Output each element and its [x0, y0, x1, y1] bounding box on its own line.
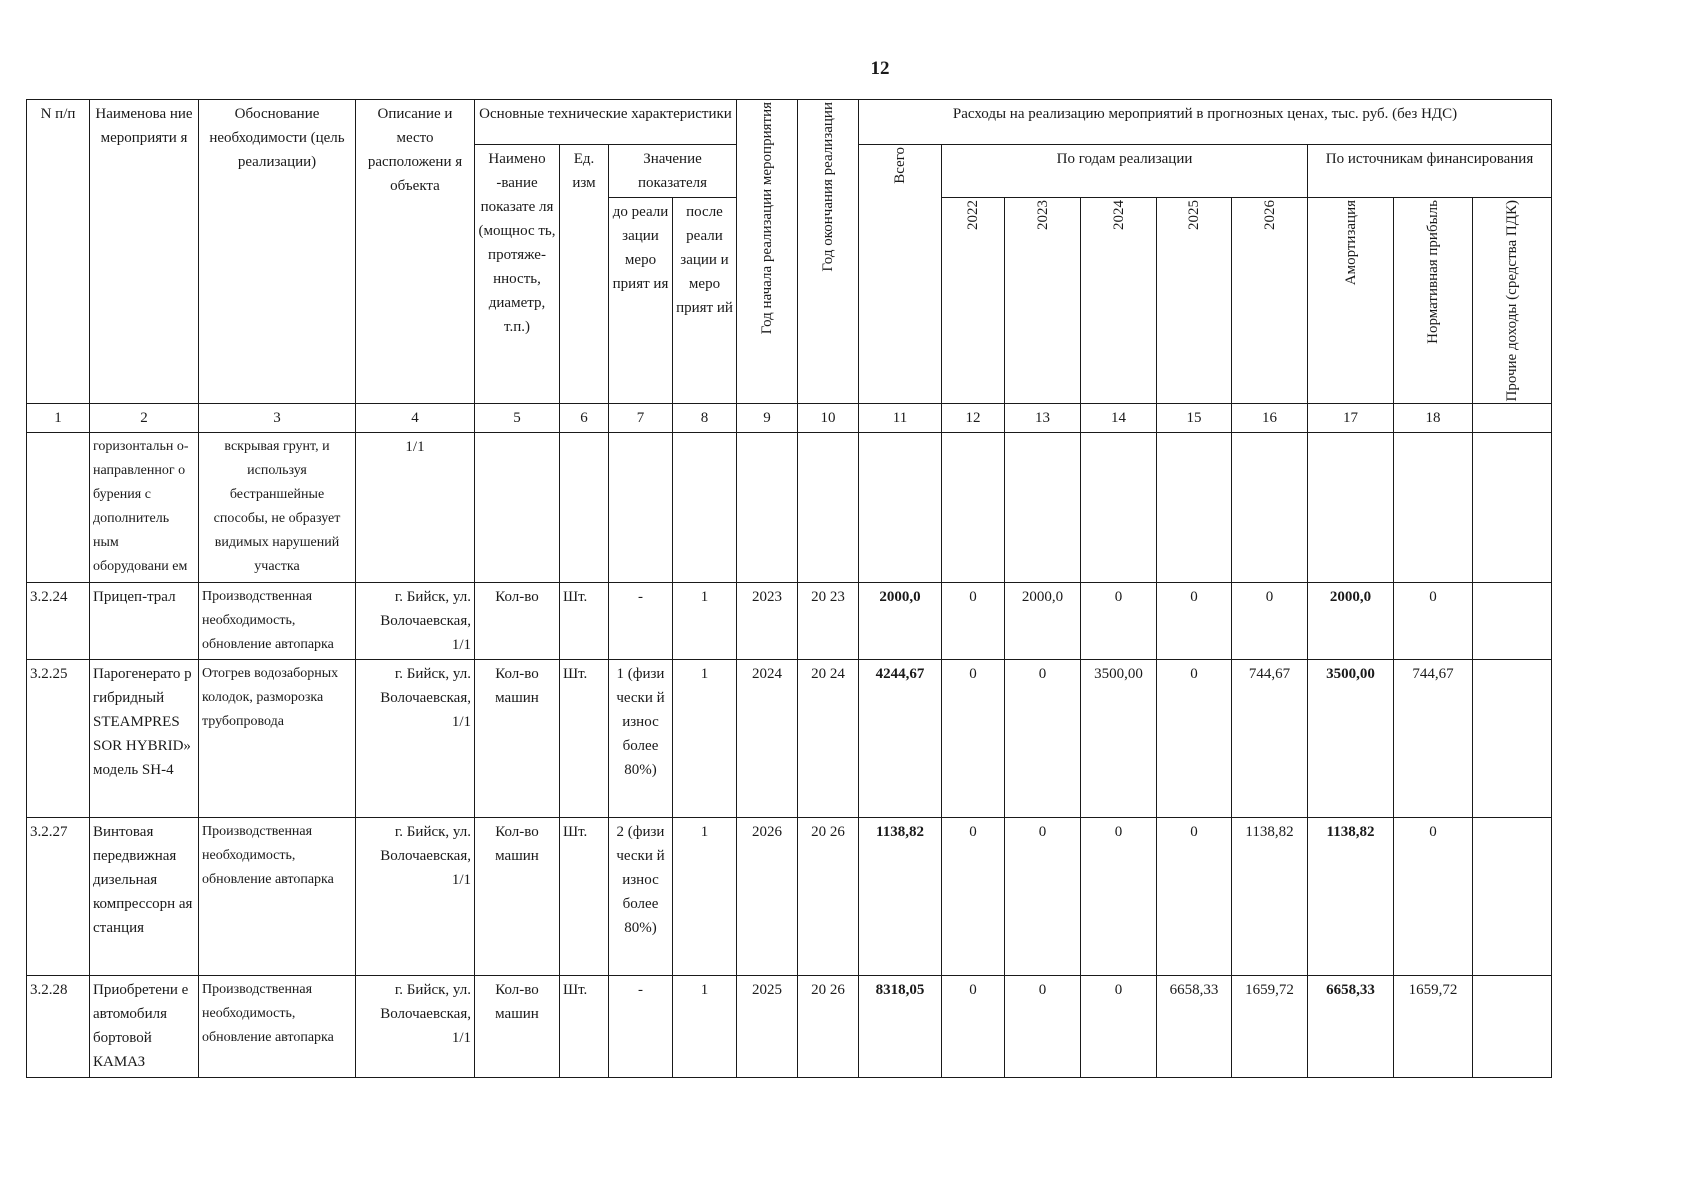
table-row — [27, 818, 1552, 976]
continuation-location: 1/1 — [356, 433, 475, 583]
header-source-other: Прочие доходы (средства ПДК) — [1473, 198, 1552, 404]
table-row — [27, 976, 1552, 1078]
row-other — [1473, 660, 1552, 818]
row-name: Винтовая передвижная дизельная компрессорн ая станция — [90, 818, 199, 976]
row-y2022: 0 — [942, 976, 1005, 1078]
row-amortization: 2000,0 — [1308, 583, 1394, 660]
row-year-end: 20 23 — [798, 583, 859, 660]
column-number: 13 — [1005, 404, 1081, 433]
row-amortization: 3500,00 — [1308, 660, 1394, 818]
header-reason: Обоснование необходимости (цель реализации) — [199, 100, 356, 404]
header-value-after: после реали зации и меро прият ий — [673, 198, 737, 404]
row-reason: Производственная необходимость, обновление автопарка — [199, 583, 356, 660]
row-value-before: - — [609, 583, 673, 660]
header-value-before: до реали зации меро прият ия — [609, 198, 673, 404]
row-year-end: 20 26 — [798, 976, 859, 1078]
column-number: 5 — [475, 404, 560, 433]
row-reason: Отогрев водозаборных колодок, разморозка трубопровода — [199, 660, 356, 818]
row-value-after: 1 — [673, 583, 737, 660]
column-number: 15 — [1157, 404, 1232, 433]
row-location: г. Бийск, ул. Волочаевская, 1/1 — [356, 976, 475, 1078]
row-y2025: 0 — [1157, 818, 1232, 976]
row-number: 3.2.25 — [27, 660, 90, 818]
row-y2024: 3500,00 — [1081, 660, 1157, 818]
row-unit: Шт. — [560, 976, 609, 1078]
column-number: 16 — [1232, 404, 1308, 433]
row-y2022: 0 — [942, 818, 1005, 976]
row-profit: 0 — [1394, 818, 1473, 976]
row-y2025: 6658,33 — [1157, 976, 1232, 1078]
row-name: Парогенерато р гибридный STEAMPRES SOR HYBRID» модель SH-4 — [90, 660, 199, 818]
column-number: 3 — [199, 404, 356, 433]
column-number: 1 — [27, 404, 90, 433]
row-location: г. Бийск, ул. Волочаевская, 1/1 — [356, 583, 475, 660]
column-number-row — [27, 404, 1552, 433]
column-number: 18 — [1394, 404, 1473, 433]
header-total: Всего — [859, 145, 942, 404]
continuation-row — [27, 433, 1552, 583]
header-tech-group: Основные технические характеристики — [475, 100, 737, 145]
header-n: N п/п — [27, 100, 90, 404]
row-total: 2000,0 — [859, 583, 942, 660]
row-value-before: 1 (физи чески й износ более 80%) — [609, 660, 673, 818]
column-number: 4 — [356, 404, 475, 433]
header-source-amortization: Амортизация — [1308, 198, 1394, 404]
row-y2024: 0 — [1081, 976, 1157, 1078]
header-year-2022: 2022 — [942, 198, 1005, 404]
row-tech-name: Кол-во машин — [475, 818, 560, 976]
column-number: 6 — [560, 404, 609, 433]
row-year-start: 2025 — [737, 976, 798, 1078]
row-y2023: 0 — [1005, 976, 1081, 1078]
row-y2023: 0 — [1005, 660, 1081, 818]
investment-table — [26, 99, 1552, 1078]
row-location: г. Бийск, ул. Волочаевская, 1/1 — [356, 818, 475, 976]
table-row — [27, 583, 1552, 660]
row-year-start: 2023 — [737, 583, 798, 660]
row-tech-name: Кол-во машин — [475, 660, 560, 818]
column-number: 11 — [859, 404, 942, 433]
row-other — [1473, 583, 1552, 660]
row-tech-name: Кол-во — [475, 583, 560, 660]
header-year-2024: 2024 — [1081, 198, 1157, 404]
continuation-name: горизонтальн о- направленног о бурения с дополнитель ным оборудовани ем — [90, 433, 199, 583]
row-other — [1473, 976, 1552, 1078]
header-expenses-group: Расходы на реализацию мероприятий в прогнозных ценах, тыс. руб. (без НДС) — [859, 100, 1552, 145]
row-unit: Шт. — [560, 583, 609, 660]
row-total: 1138,82 — [859, 818, 942, 976]
row-year-start: 2026 — [737, 818, 798, 976]
row-y2024: 0 — [1081, 818, 1157, 976]
row-year-start: 2024 — [737, 660, 798, 818]
row-year-end: 20 24 — [798, 660, 859, 818]
column-number: 2 — [90, 404, 199, 433]
row-y2024: 0 — [1081, 583, 1157, 660]
header-year-2023: 2023 — [1005, 198, 1081, 404]
row-value-before: 2 (физи чески й износ более 80%) — [609, 818, 673, 976]
row-value-after: 1 — [673, 976, 737, 1078]
header-value-group: Значение показателя — [609, 145, 737, 198]
column-number — [1473, 404, 1552, 433]
row-value-after: 1 — [673, 818, 737, 976]
row-number: 3.2.28 — [27, 976, 90, 1078]
header-by-sources: По источникам финансирования — [1308, 145, 1552, 198]
continuation-reason: вскрывая грунт, и используя бестраншейные способы, не образует видимых нарушений участка — [199, 433, 356, 583]
row-reason: Производственная необходимость, обновление автопарка — [199, 976, 356, 1078]
row-profit: 0 — [1394, 583, 1473, 660]
row-amortization: 1138,82 — [1308, 818, 1394, 976]
row-profit: 1659,72 — [1394, 976, 1473, 1078]
page-number: 12 — [870, 58, 890, 79]
row-y2023: 2000,0 — [1005, 583, 1081, 660]
column-number: 12 — [942, 404, 1005, 433]
column-number: 9 — [737, 404, 798, 433]
header-tech-name: Наимено -вание показате ля (мощнос ть, протяже- нность, диаметр, т.п.) — [475, 145, 560, 404]
row-y2023: 0 — [1005, 818, 1081, 976]
column-number: 10 — [798, 404, 859, 433]
row-y2025: 0 — [1157, 583, 1232, 660]
row-total: 4244,67 — [859, 660, 942, 818]
row-amortization: 6658,33 — [1308, 976, 1394, 1078]
column-number: 14 — [1081, 404, 1157, 433]
row-y2026: 1138,82 — [1232, 818, 1308, 976]
table-row — [27, 660, 1552, 818]
header-year-end: Год окончания реализации — [798, 100, 859, 404]
header-by-years: По годам реализации — [942, 145, 1308, 198]
header-unit: Ед. изм — [560, 145, 609, 404]
row-other — [1473, 818, 1552, 976]
row-name: Прицеп-трал — [90, 583, 199, 660]
row-unit: Шт. — [560, 818, 609, 976]
row-y2022: 0 — [942, 660, 1005, 818]
row-number: 3.2.27 — [27, 818, 90, 976]
row-y2026: 0 — [1232, 583, 1308, 660]
row-year-end: 20 26 — [798, 818, 859, 976]
row-value-after: 1 — [673, 660, 737, 818]
row-profit: 744,67 — [1394, 660, 1473, 818]
row-total: 8318,05 — [859, 976, 942, 1078]
row-y2025: 0 — [1157, 660, 1232, 818]
row-number: 3.2.24 — [27, 583, 90, 660]
row-location: г. Бийск, ул. Волочаевская, 1/1 — [356, 660, 475, 818]
row-y2026: 1659,72 — [1232, 976, 1308, 1078]
header-year-2026: 2026 — [1232, 198, 1308, 404]
header-year-start: Год начала реализации мероприятия — [737, 100, 798, 404]
header-source-profit: Нормативная прибыль — [1394, 198, 1473, 404]
header-location: Описание и место расположени я объекта — [356, 100, 475, 404]
column-number: 17 — [1308, 404, 1394, 433]
header-year-2025: 2025 — [1157, 198, 1232, 404]
row-y2026: 744,67 — [1232, 660, 1308, 818]
column-number: 8 — [673, 404, 737, 433]
row-unit: Шт. — [560, 660, 609, 818]
row-y2022: 0 — [942, 583, 1005, 660]
row-name: Приобретени е автомобиля бортовой КАМАЗ — [90, 976, 199, 1078]
row-value-before: - — [609, 976, 673, 1078]
header-name: Наименова ние мероприяти я — [90, 100, 199, 404]
row-reason: Производственная необходимость, обновление автопарка — [199, 818, 356, 976]
column-number: 7 — [609, 404, 673, 433]
row-tech-name: Кол-во машин — [475, 976, 560, 1078]
